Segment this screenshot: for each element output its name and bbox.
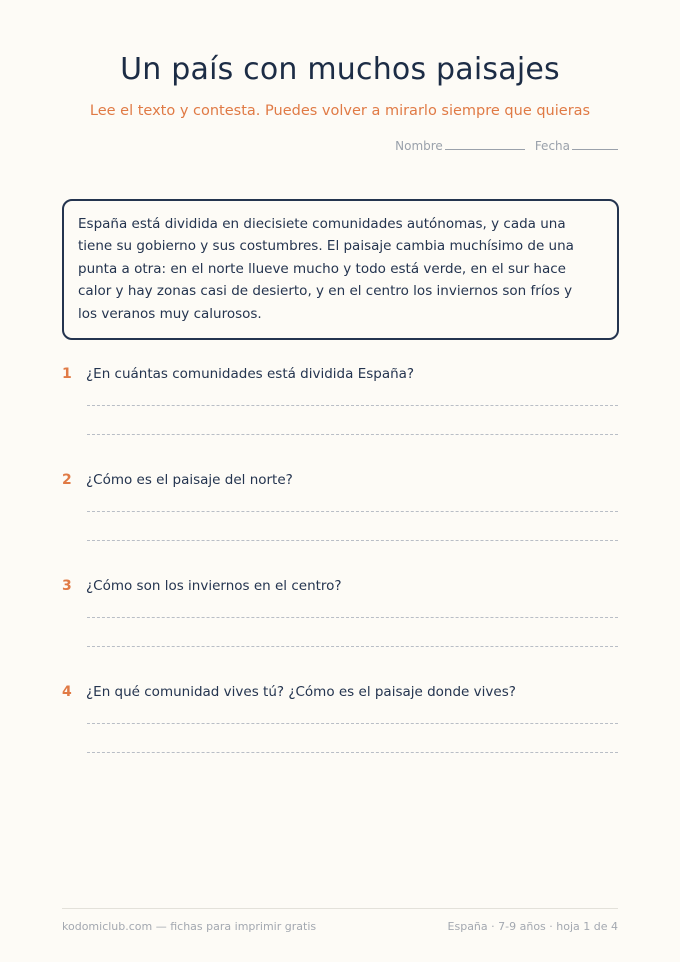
answer-line[interactable] — [87, 617, 618, 618]
answer-line[interactable] — [87, 723, 618, 724]
footer-source: kodomiclub.com — fichas para imprimir gratis — [62, 920, 317, 933]
footer-divider — [62, 908, 618, 909]
question-3 — [62, 578, 618, 658]
footer-page-info: España · 7-9 años · hoja 1 de 4 — [447, 920, 618, 933]
name-field[interactable] — [395, 139, 525, 153]
answer-line[interactable] — [87, 646, 618, 647]
page-subtitle: Lee el texto y contesta. Puedes volver a mirarlo siempre que quieras — [89, 103, 591, 119]
question-2 — [62, 472, 618, 552]
reading-text-box — [62, 199, 619, 340]
answer-line[interactable] — [87, 434, 618, 435]
question-number: 3 — [62, 578, 72, 594]
question-1 — [62, 366, 618, 446]
question-number: 4 — [62, 684, 72, 700]
answer-line[interactable] — [87, 405, 618, 406]
reading-line: calor y hay zonas casi de desierto, y en el centro los inviernos son fríos y — [78, 283, 573, 300]
name-blank-line — [445, 148, 525, 150]
date-blank-line — [572, 148, 618, 150]
question-number: 1 — [62, 366, 72, 382]
date-label: Fecha — [534, 139, 570, 153]
answer-line[interactable] — [87, 752, 618, 753]
question-4 — [62, 684, 618, 764]
question-number: 2 — [62, 472, 72, 488]
reading-line: los veranos muy calurosos. — [78, 305, 262, 322]
name-label: Nombre — [395, 139, 443, 153]
reading-line: tiene su gobierno y sus costumbres. El paisaje cambia muchísimo de una — [78, 238, 574, 255]
reading-line: punta a otra: en el norte llueve mucho y todo está verde, en el sur hace — [78, 260, 566, 277]
question-text: ¿En qué comunidad vives tú? ¿Cómo es el paisaje donde vives? — [86, 684, 516, 700]
question-text: ¿En cuántas comunidades está dividida España? — [86, 366, 415, 382]
page-title: Un país con muchos paisajes — [120, 52, 560, 87]
answer-line[interactable] — [87, 540, 618, 541]
question-text: ¿Cómo es el paisaje del norte? — [86, 472, 293, 488]
question-text: ¿Cómo son los inviernos en el centro? — [86, 578, 342, 594]
reading-line: España está dividida en diecisiete comunidades autónomas, y cada una — [78, 216, 566, 232]
date-field[interactable] — [535, 139, 618, 153]
answer-line[interactable] — [87, 511, 618, 512]
name-date-fields — [395, 139, 618, 153]
